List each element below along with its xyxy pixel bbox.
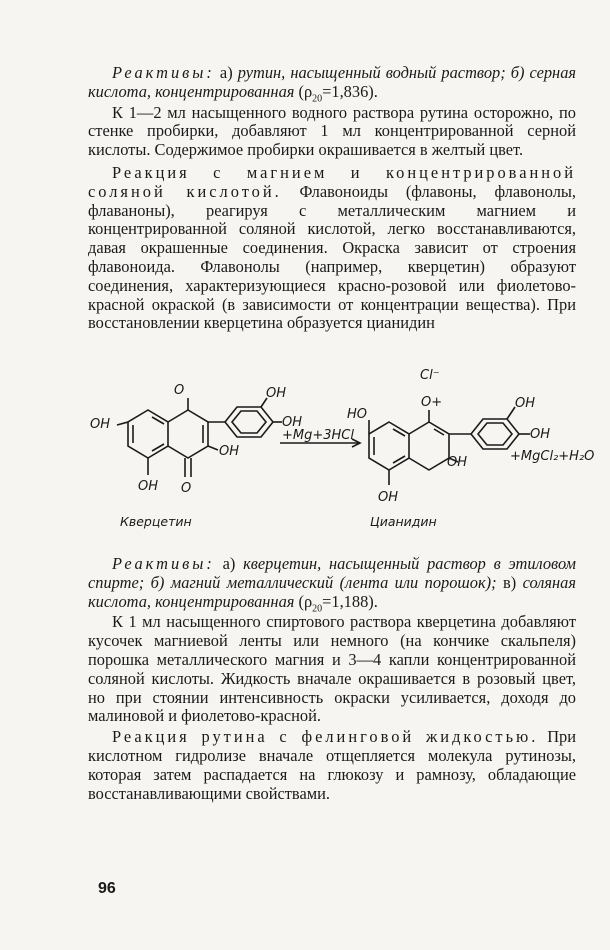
reagent-acid: соляная кислота, концентрированная <box>88 572 576 611</box>
chloride-label: Cl⁻ <box>420 368 440 383</box>
carbonyl-o-label: O <box>181 481 192 496</box>
reaction-scheme-svg <box>90 365 595 545</box>
density-symbol: (ρ <box>294 591 313 611</box>
reagents-label: Реактивы: <box>112 63 215 82</box>
density-subscript: 20 <box>312 93 323 105</box>
upper-text-block <box>88 60 576 333</box>
section-text: Флавоноиды (флавоны, флавонолы, флаваноны), реагируя с металлическим магнием и концентрированной соляной кислотой, легко восстанавливаются, давая окрашенные соединения. Окраска зависит от строения флавоноида. Флавонолы (например, кверцетин) образуют соединения, характеризующиеся красно-розовой или фиолетово-красной окраской (в зависимости от концентрации вещества). При восстановлении кверцетина образуется цианидин <box>88 181 576 333</box>
reagents-label-2: Реактивы: <box>112 554 215 573</box>
density-value: =1,836). <box>322 81 378 101</box>
density-subscript: 20 <box>312 602 323 614</box>
oh-3-label: OH <box>219 444 240 459</box>
section-heading-2: Реакция рутина с фелинговой жидкостью. <box>112 727 539 747</box>
oh-7-label: OH <box>90 417 111 432</box>
section-text-2: При кислотном гидролизе вначале отщепляется молекула рутинозы, которая затем распадается на глюкозу и рамнозу, обладающие восстанавливающими свойствами. <box>88 727 576 803</box>
reagent-label: +Mg+3HCl <box>282 428 354 443</box>
oh-4prime-label: OH <box>282 415 303 430</box>
magnesium-reaction-paragraph <box>88 164 576 333</box>
reaction-scheme <box>90 365 595 545</box>
reagents-list-2: кверцетин, насыщенный раствор в этиловом спирте; б) магний металлический (лента или порошок); <box>88 554 576 592</box>
procedure-paragraph-1: К 1—2 мл насыщенного водного раствора рутина осторожно, по стенке пробирки, добавляют 1 мл концентрированной серной кислоты. Содержимое пробирки окрашивается в желтый цвет. <box>88 102 576 160</box>
reagent-marker: в) <box>496 572 523 592</box>
cy-oh-3-label: OH <box>447 455 468 470</box>
density-value: =1,188). <box>322 591 378 611</box>
density-symbol: (ρ <box>294 81 313 101</box>
section-heading: Реакция с магнием и концентрированной соляной кислотой. <box>88 162 576 201</box>
oh-3prime-label: OH <box>266 386 287 401</box>
cyanidin-caption: Цианидин <box>370 514 437 529</box>
reagent-marker: а) <box>214 63 238 82</box>
reagents-list: рутин, насыщенный водный раствор; б) серная кислота, концентрированная <box>88 63 577 101</box>
page-number: 96 <box>98 880 116 897</box>
cy-oh-5-label: OH <box>378 490 399 505</box>
quercetin-caption: Кверцетин <box>120 514 192 529</box>
oxonium-label: O+ <box>421 395 443 410</box>
ho-label: HO <box>347 407 368 422</box>
reagents-paragraph-1 <box>88 63 577 105</box>
cy-oh-4prime-label: OH <box>530 427 551 442</box>
cy-oh-3prime-label: OH <box>515 396 536 411</box>
lower-text-block <box>88 555 576 803</box>
carbonyl-o-label: O <box>174 383 185 398</box>
procedure-paragraph-2: К 1 мл насыщенного спиртового раствора кверцетина добавляют кусочек магниевой ленты или немного (на кончике скальпеля) порошка металлического магния и 3—4 капли концентрированной соляной кислоты. Жидкость вначале окрашивается в розовый цвет, но при стоянии интенсивность окраски усиливается, доходя до малиновой и фиолетово-красной. <box>88 612 576 726</box>
fehling-reaction-paragraph <box>88 728 576 803</box>
reagents-paragraph-2 <box>88 554 576 614</box>
oh-5-label: OH <box>138 479 159 494</box>
byproduct-label: +MgCl₂+H₂O <box>510 449 595 464</box>
reagent-marker: а) <box>214 554 244 573</box>
